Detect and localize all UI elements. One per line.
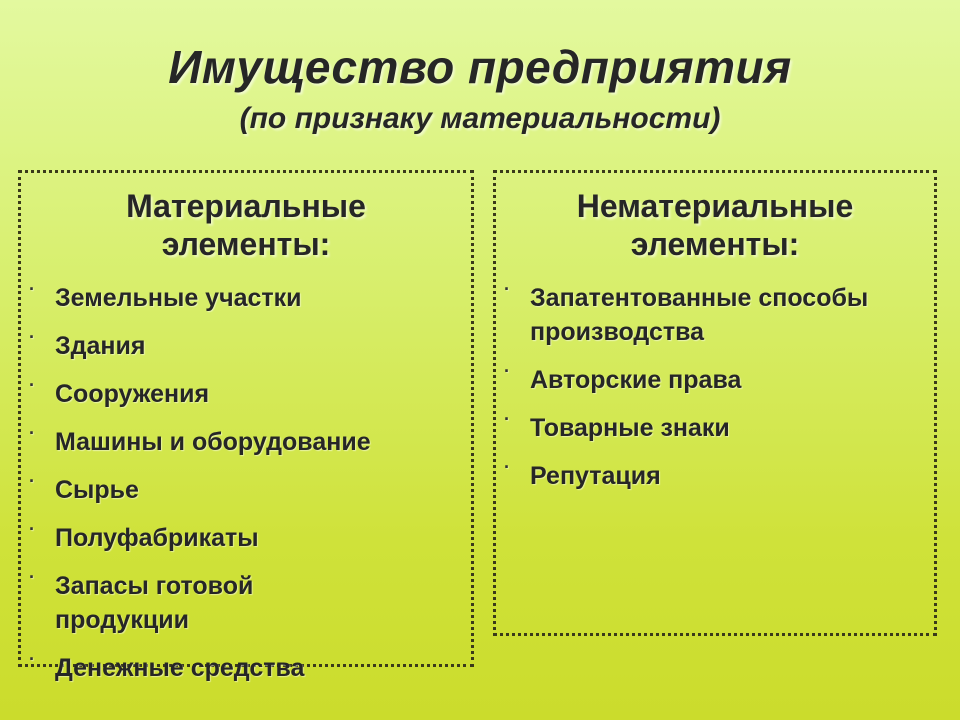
bullet-icon: · bbox=[29, 471, 35, 491]
list-item bbox=[29, 377, 459, 411]
material-elements-heading bbox=[21, 187, 471, 263]
list-item bbox=[29, 651, 459, 685]
list-item bbox=[504, 281, 924, 349]
bullet-icon: · bbox=[504, 409, 510, 429]
list-item-text: Репутация bbox=[530, 462, 661, 490]
slide-subtitle: (по признаку материальности) bbox=[239, 102, 721, 135]
list-item-text: Сооружения bbox=[55, 380, 210, 408]
bullet-icon: · bbox=[29, 375, 35, 395]
bullet-icon: · bbox=[29, 423, 35, 443]
list-item bbox=[504, 411, 924, 445]
list-item-text: Здания bbox=[55, 332, 146, 360]
list-item-text: Сырье bbox=[55, 476, 139, 504]
slide-title: Имущество предприятия bbox=[168, 41, 792, 93]
list-item bbox=[29, 329, 459, 363]
list-item bbox=[504, 363, 924, 397]
list-item bbox=[504, 459, 924, 493]
bullet-icon: · bbox=[29, 519, 35, 539]
list-item-text: Машины и оборудование bbox=[55, 428, 371, 456]
bullet-icon: · bbox=[29, 567, 35, 587]
intangible-heading-line2: элементы: bbox=[630, 226, 800, 262]
material-heading-line1: Материальные bbox=[126, 188, 366, 224]
intangible-elements-panel bbox=[493, 170, 937, 636]
bullet-icon: · bbox=[29, 279, 35, 299]
bullet-icon: · bbox=[29, 649, 35, 669]
list-item-text: Земельные участки bbox=[55, 284, 302, 312]
bullet-icon: · bbox=[29, 327, 35, 347]
list-item bbox=[29, 281, 459, 315]
list-item-text: Денежные средства bbox=[55, 654, 305, 682]
list-item-text: Полуфабрикаты bbox=[55, 524, 259, 552]
list-item-text: Авторские права bbox=[530, 366, 742, 394]
list-item bbox=[29, 521, 459, 555]
intangible-elements-heading bbox=[496, 187, 934, 263]
intangible-elements-list bbox=[504, 281, 924, 507]
bullet-icon: · bbox=[504, 457, 510, 477]
bullet-icon: · bbox=[504, 279, 510, 299]
list-item-text: Товарные знаки bbox=[530, 414, 730, 442]
list-item bbox=[29, 473, 459, 507]
material-heading-line2: элементы: bbox=[161, 226, 331, 262]
list-item bbox=[29, 569, 459, 637]
intangible-heading-line1: Нематериальные bbox=[576, 188, 854, 224]
list-item-text: Запатентованные способы производства bbox=[530, 284, 869, 346]
material-elements-list bbox=[29, 281, 459, 699]
bullet-icon: · bbox=[504, 361, 510, 381]
list-item bbox=[29, 425, 459, 459]
list-item-text: Запасы готовой продукции bbox=[55, 572, 254, 634]
material-elements-panel bbox=[18, 170, 474, 682]
